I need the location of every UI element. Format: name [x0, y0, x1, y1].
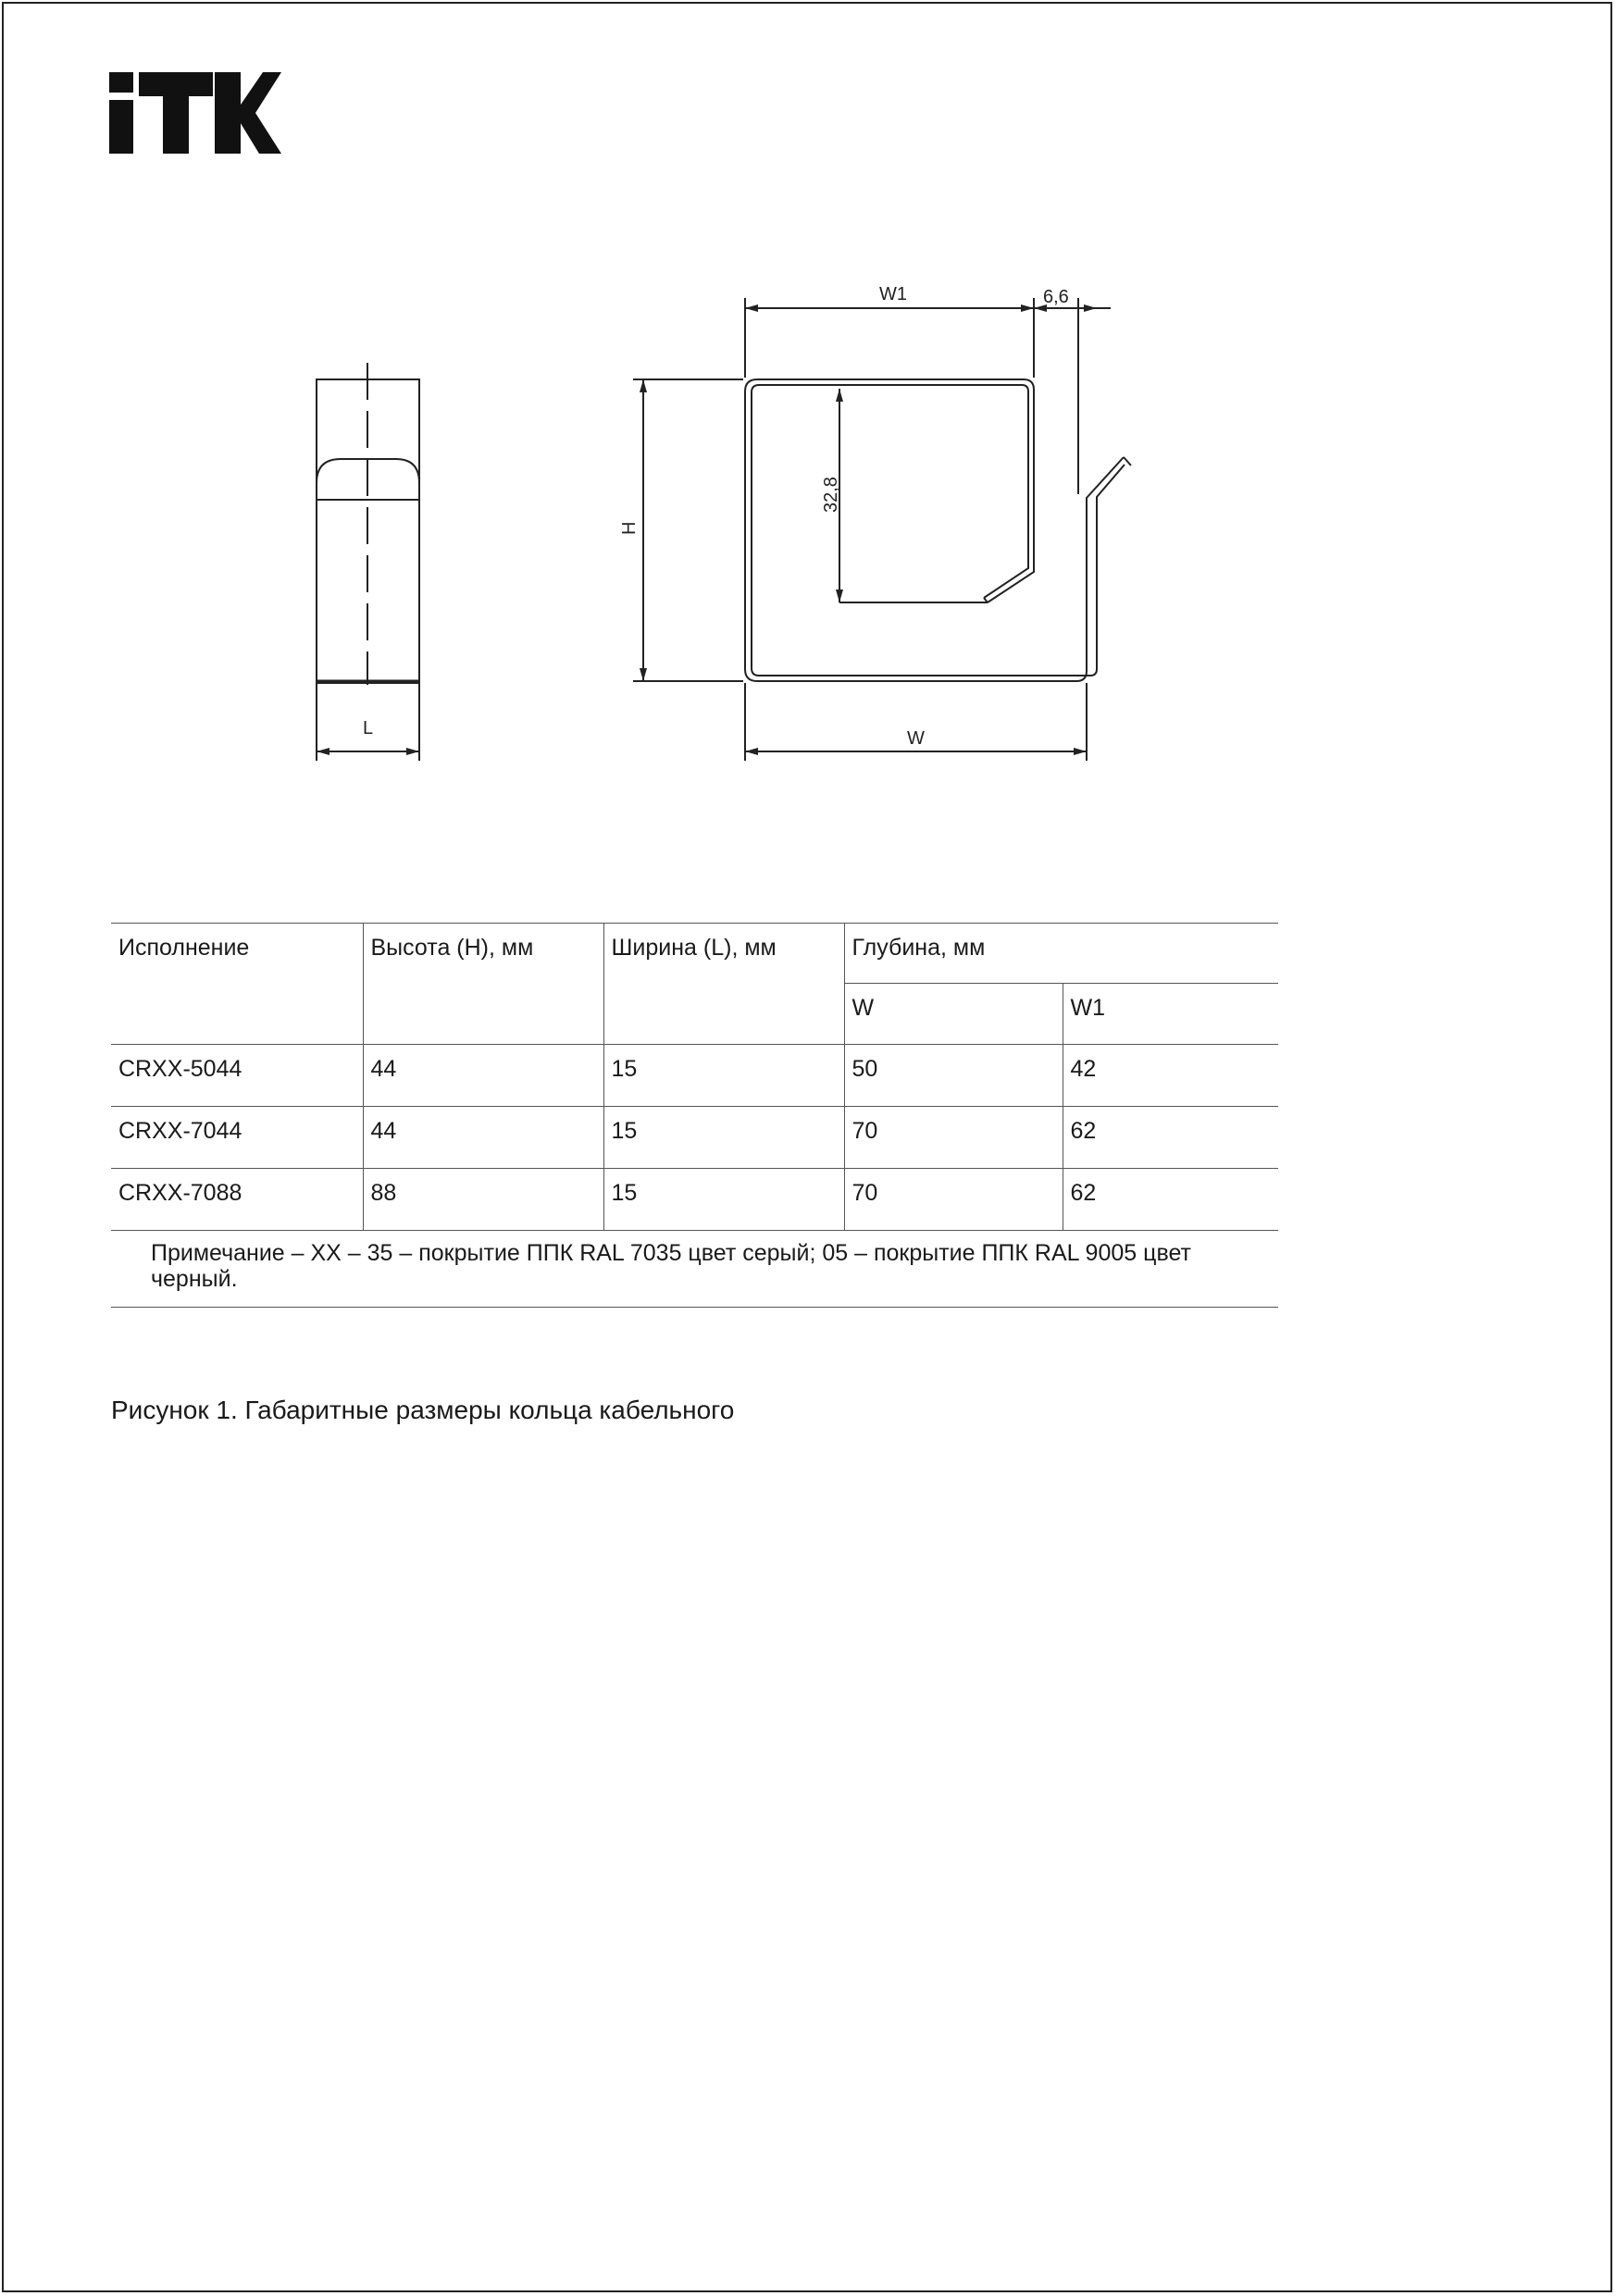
cell-w: 50: [844, 1045, 1063, 1107]
cell-height: 44: [363, 1107, 603, 1169]
spec-table-wrap: [111, 923, 1278, 1308]
table-note: Примечание – XX – 35 – покрытие ППК RAL 7035 цвет серый; 05 – покрытие ППК RAL 9005 цвет черный.: [111, 1231, 1278, 1308]
cell-height: 44: [363, 1045, 603, 1107]
cell-variant: CRXX-7088: [111, 1169, 363, 1231]
spec-table: [111, 923, 1278, 1308]
table-row: [111, 1107, 1278, 1169]
height-label: H: [619, 521, 640, 535]
table-row: [111, 1169, 1278, 1231]
inner-height-label: 32,8: [821, 477, 841, 513]
offset-label: 6,6: [1043, 287, 1069, 307]
table-row: [111, 1045, 1278, 1107]
cell-w: 70: [844, 1169, 1063, 1231]
cell-width: 15: [603, 1169, 844, 1231]
w1-label: W1: [879, 284, 907, 304]
length-label: L: [363, 718, 374, 738]
cell-width: 15: [603, 1107, 844, 1169]
header-width: Ширина (L), мм: [603, 924, 844, 1045]
header-depth: Глубина, мм: [844, 924, 1278, 984]
header-variant: Исполнение: [111, 924, 363, 1045]
cell-variant: CRXX-5044: [111, 1045, 363, 1107]
cell-variant: CRXX-7044: [111, 1107, 363, 1169]
header-height: Высота (H), мм: [363, 924, 603, 1045]
cell-height: 88: [363, 1169, 603, 1231]
cell-w: 70: [844, 1107, 1063, 1169]
ring-inner-contour: [752, 385, 1125, 676]
technical-drawing: [0, 0, 1616, 833]
ring-outer-contour: [757, 379, 1034, 602]
cell-w1: 62: [1063, 1169, 1278, 1231]
cell-width: 15: [603, 1045, 844, 1107]
cell-w1: 62: [1063, 1107, 1278, 1169]
header-depth-w: W: [844, 984, 1063, 1045]
figure-caption: Рисунок 1. Габаритные размеры кольца кабельного: [111, 1396, 735, 1424]
header-depth-w1: W1: [1063, 984, 1278, 1045]
cell-w1: 42: [1063, 1045, 1278, 1107]
width-label: W: [907, 728, 925, 749]
